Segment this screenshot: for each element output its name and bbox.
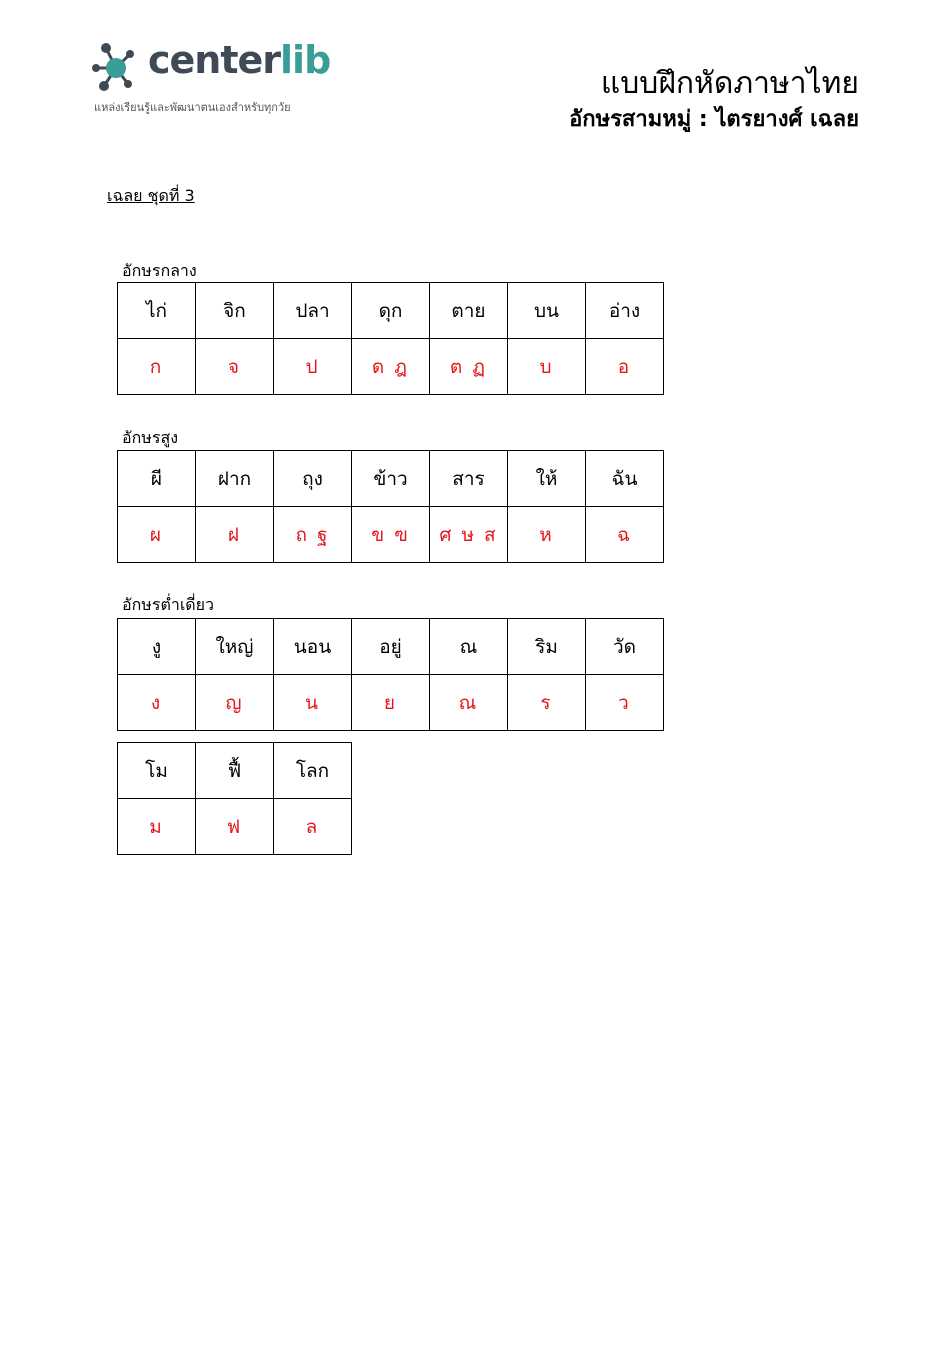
centerlib-logo [92, 38, 352, 122]
answer-set-label: เฉลย ชุดที่ 3 [107, 186, 195, 205]
answer-cell: น [274, 675, 352, 731]
answer-cell: ข ฃ [352, 507, 430, 563]
answer-cell: ล [274, 799, 352, 855]
word-cell: ข้าว [352, 451, 430, 507]
table-row-answers [118, 339, 664, 395]
word-cell: อ่าง [586, 283, 664, 339]
word-cell: ใหญ่ [196, 619, 274, 675]
word-cell: ฟื้ [196, 743, 274, 799]
answer-cell: ว [586, 675, 664, 731]
answer-cell: ฉ [586, 507, 664, 563]
word-cell: ฉัน [586, 451, 664, 507]
answer-cell: ศ ษ ส [430, 507, 508, 563]
table-high-consonants [117, 450, 664, 563]
word-cell: ดุก [352, 283, 430, 339]
table-row-words [118, 743, 352, 799]
word-cell: วัด [586, 619, 664, 675]
word-cell: ปลา [274, 283, 352, 339]
word-cell: ไก่ [118, 283, 196, 339]
answer-cell: ก [118, 339, 196, 395]
answer-cell: ห [508, 507, 586, 563]
answer-cell: ณ [430, 675, 508, 731]
table-row-words [118, 283, 664, 339]
table-row-answers [118, 799, 352, 855]
answer-cell: ม [118, 799, 196, 855]
logo-tagline: แหล่งเรียนรู้และพัฒนาตนเองสำหรับทุกวัย [94, 101, 291, 114]
page-subtitle: อักษรสามหมู่ : ไตรยางศ์ เฉลย [569, 107, 859, 132]
answer-cell: บ [508, 339, 586, 395]
table-row-words [118, 619, 664, 675]
word-cell: จิก [196, 283, 274, 339]
table-low-single-consonants [117, 618, 664, 731]
word-cell: สาร [430, 451, 508, 507]
answer-cell: ถ ฐ [274, 507, 352, 563]
answer-cell: ป [274, 339, 352, 395]
logo-word-center: center [148, 38, 281, 82]
answer-cell: อ [586, 339, 664, 395]
word-cell: อยู่ [352, 619, 430, 675]
answer-cell: ผ [118, 507, 196, 563]
answer-cell: ย [352, 675, 430, 731]
word-cell: ผี [118, 451, 196, 507]
answer-cell: ฟ [196, 799, 274, 855]
section-label-middle: อักษรกลาง [122, 261, 197, 280]
table-row-answers [118, 507, 664, 563]
word-cell: ถุง [274, 451, 352, 507]
answer-cell: ต ฏ [430, 339, 508, 395]
word-cell: ณ [430, 619, 508, 675]
answer-cell: ร [508, 675, 586, 731]
logo-wordmark [148, 38, 330, 82]
word-cell: ฝาก [196, 451, 274, 507]
word-cell: ให้ [508, 451, 586, 507]
answer-cell: ง [118, 675, 196, 731]
section-label-low-single: อักษรต่ำเดี่ยว [122, 595, 215, 614]
word-cell: งู [118, 619, 196, 675]
word-cell: บน [508, 283, 586, 339]
molecule-icon [92, 42, 152, 94]
section-label-high: อักษรสูง [122, 428, 179, 447]
answer-cell: ญ [196, 675, 274, 731]
answer-cell: ด ฎ [352, 339, 430, 395]
page-title: แบบฝึกหัดภาษาไทย [600, 66, 859, 101]
answer-cell: ฝ [196, 507, 274, 563]
table-middle-consonants [117, 282, 664, 395]
word-cell: ตาย [430, 283, 508, 339]
logo-word-lib: lib [280, 38, 331, 82]
table-row-answers [118, 675, 664, 731]
table-low-single-consonants-continued [117, 742, 352, 855]
table-row-words [118, 451, 664, 507]
word-cell: ริม [508, 619, 586, 675]
word-cell: โลก [274, 743, 352, 799]
answer-cell: จ [196, 339, 274, 395]
word-cell: โม [118, 743, 196, 799]
word-cell: นอน [274, 619, 352, 675]
